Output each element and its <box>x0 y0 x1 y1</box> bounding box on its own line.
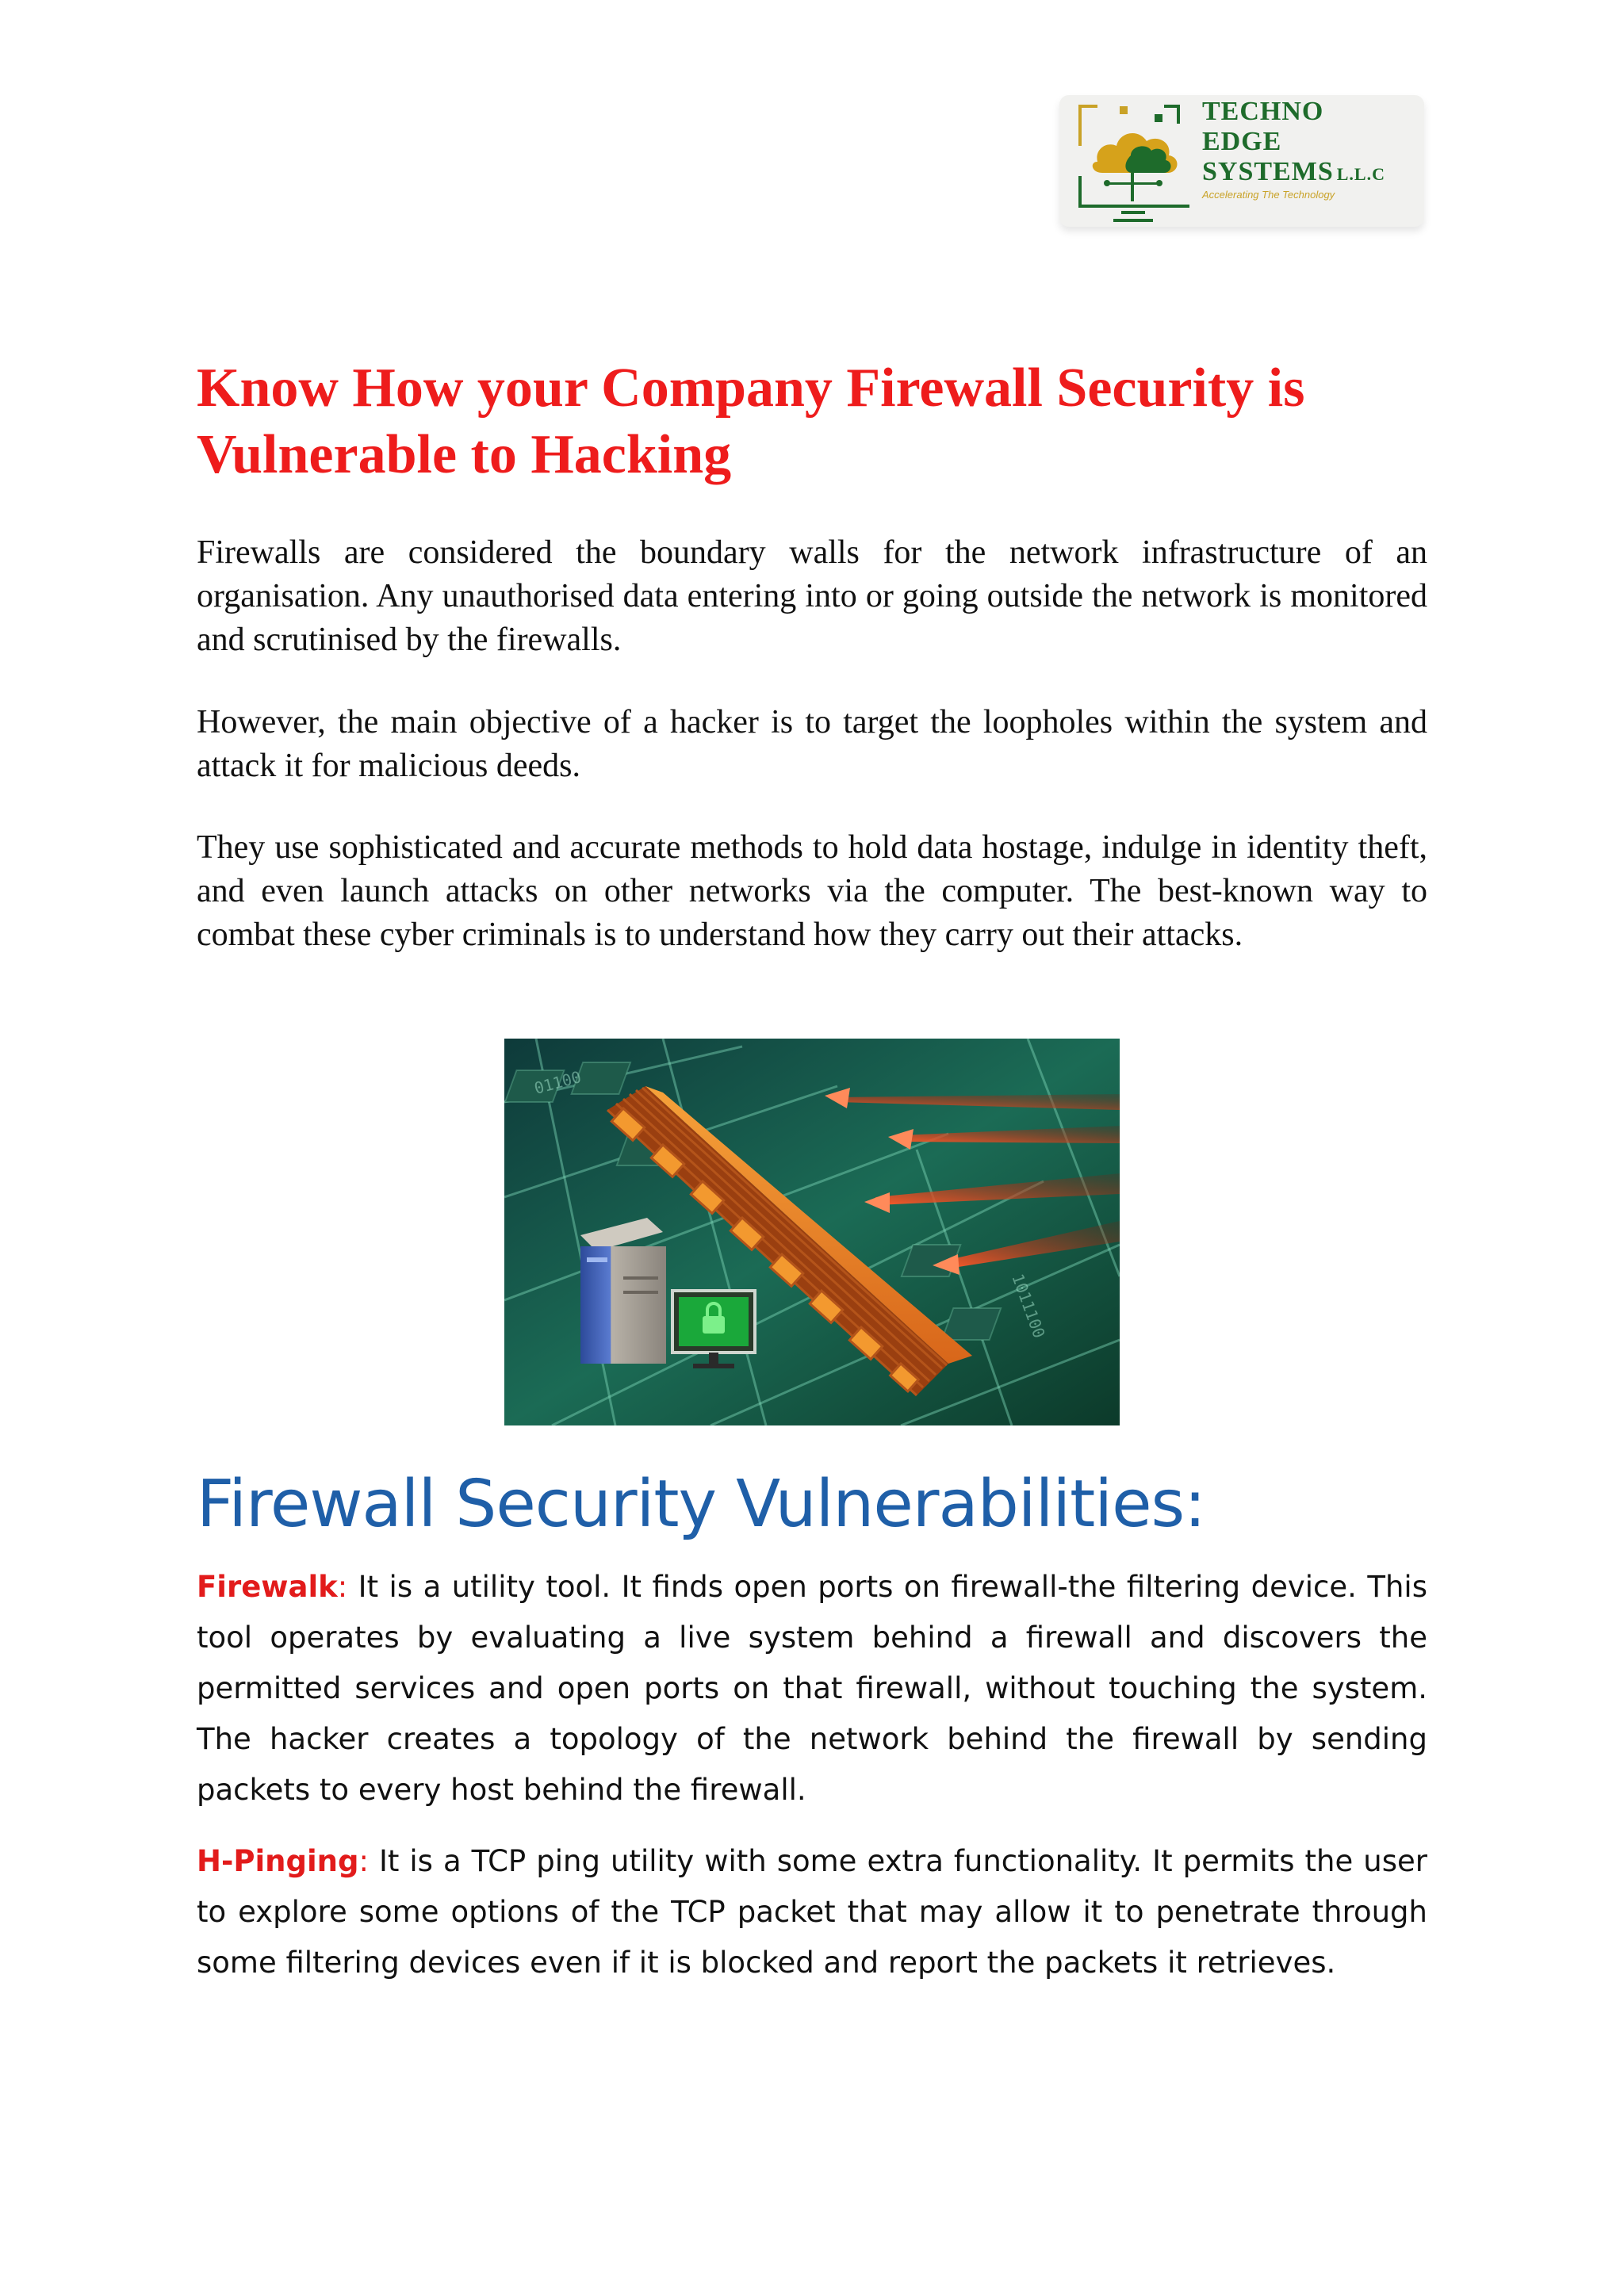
item-separator: : <box>337 1570 348 1604</box>
code-text-1: 01100 <box>532 1067 584 1098</box>
firewall-image <box>504 1039 1120 1425</box>
logo-line-3 <box>1202 157 1385 189</box>
intro-paragraph-3: They use sophisticated and accurate methods to hold data hostage, indulge in identity theft, and even launch attacks on other networks via the computer. The best-known way to combat these cyber criminals is to understand how they carry out their attacks. <box>197 829 1427 953</box>
cloud-network-icon <box>1075 100 1194 225</box>
section-heading: Firewall Security Vulnerabilities: <box>197 1467 1205 1542</box>
item-text: It is a TCP ping utility with some extra functionality. It permits the user to explore some options of the TCP packet that may allow it to penetrate through some filtering devices even if it is blocked and report the packets it retrieves. <box>197 1844 1427 1980</box>
vulnerability-item-firewalk <box>197 1562 1427 1816</box>
logo-systems: SYSTEMS <box>1202 157 1334 186</box>
logo-line-2: EDGE <box>1202 127 1282 156</box>
logo-line-1: TECHNO <box>1202 97 1324 126</box>
logo-suffix: L.L.C <box>1336 164 1385 184</box>
item-term: H-Pinging <box>197 1844 359 1878</box>
item-separator: : <box>358 1844 369 1878</box>
vulnerability-item-h-pinging <box>197 1836 1427 1988</box>
code-text-2: 1011100 <box>1008 1271 1049 1341</box>
logo-tagline: Accelerating The Technology <box>1202 189 1335 201</box>
item-text: It is a utility tool. It finds open ports on firewall-the filtering device. This tool operates by evaluating a live system behind a firewall and discovers the permitted services and open ports on that firewall, without touching the system. The hacker creates a topology of the network behind the firewall by sending packets to every host behind the firewall. <box>197 1570 1427 1807</box>
article-title: Know How your Company Firewall Security is Vulnerable to Hacking <box>197 358 1305 485</box>
item-term: Firewalk <box>197 1570 338 1604</box>
intro-paragraph-1: Firewalls are considered the boundary walls for the network infrastructure of an organisation. Any unauthorised data entering into or going outside the network is monitored and scrutinised by the firewalls. <box>197 534 1427 658</box>
intro-paragraph-2: However, the main objective of a hacker is to target the loopholes within the system and attack it for malicious deeds. <box>197 704 1427 784</box>
firewall-illustration <box>504 1039 1120 1425</box>
logo-wordmark <box>1202 97 1385 201</box>
company-logo <box>1059 95 1424 227</box>
